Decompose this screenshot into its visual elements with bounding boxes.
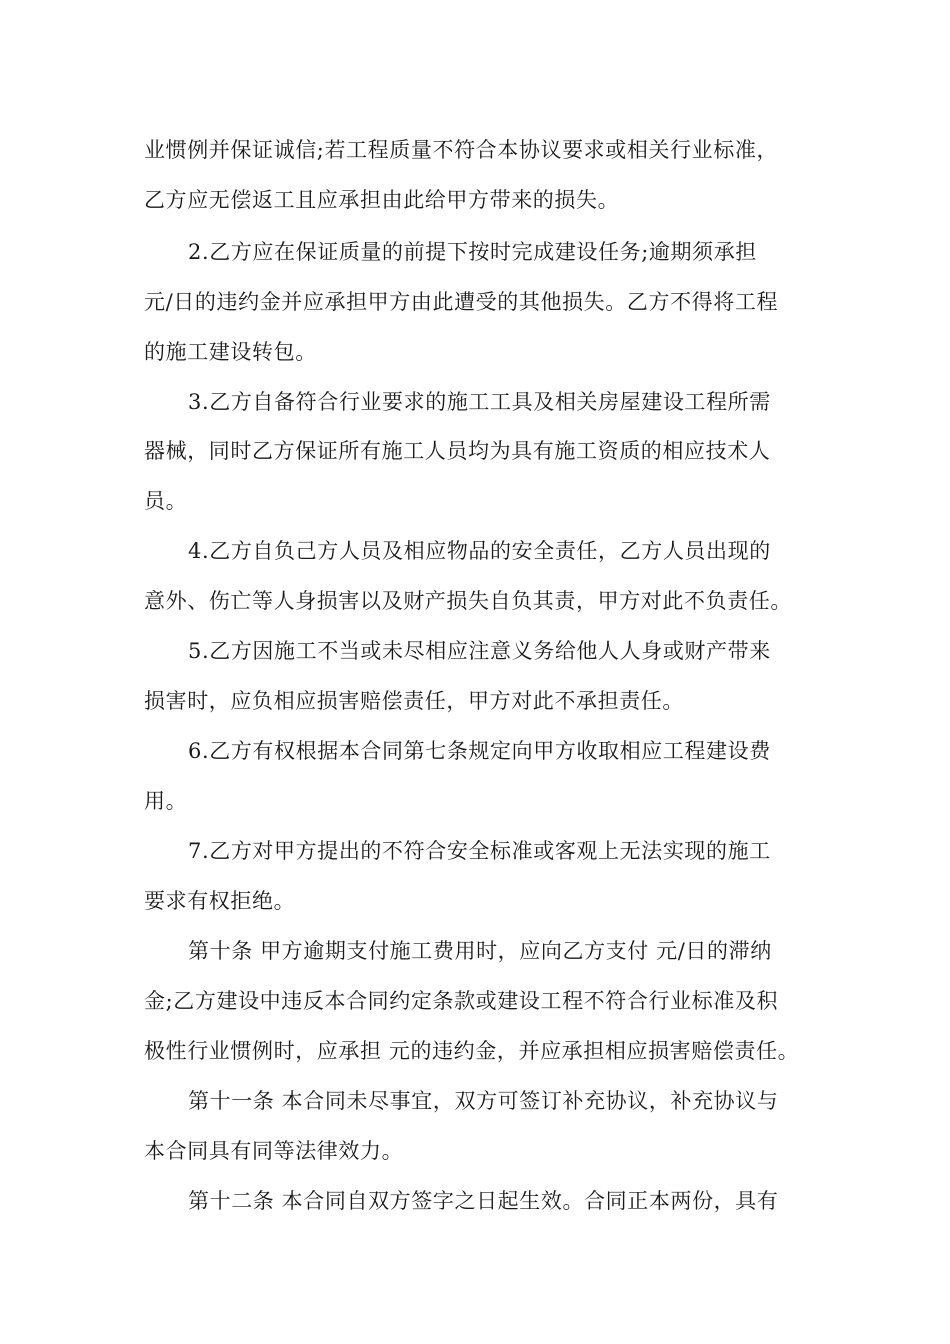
text-line-15: 7.乙方对甲方提出的不符合安全标准或客观上无法实现的施工 — [188, 839, 771, 863]
text-line-22: 第十二条 本合同自双方签字之日起生效。合同正本两份，具有 — [188, 1189, 779, 1213]
text-line-5: 的施工建设转包。 — [144, 340, 317, 364]
text-line-20: 第十一条 本合同未尽事宜，双方可签订补充协议，补充协议与 — [188, 1089, 779, 1113]
text-line-12: 损害时，应负相应损害赔偿责任，甲方对此不承担责任。 — [144, 689, 684, 713]
text-line-11: 5.乙方因施工不当或未尽相应注意义务给他人人身或财产带来 — [188, 639, 771, 663]
text-line-17: 第十条 甲方逾期支付施工费用时，应向乙方支付 元/日的滞纳 — [188, 939, 772, 963]
text-line-6: 3.乙方自备符合行业要求的施工工具及相关房屋建设工程所需 — [188, 390, 771, 414]
text-line-3: 2.乙方应在保证质量的前提下按时完成建设任务;逾期须承担 — [188, 240, 757, 264]
text-line-14: 用。 — [144, 789, 188, 813]
text-line-8: 员。 — [144, 489, 188, 513]
text-line-18: 金;乙方建设中违反本合同约定条款或建设工程不符合行业标准及积 — [144, 989, 779, 1013]
text-line-4: 元/日的违约金并应承担甲方由此遭受的其他损失。乙方不得将工程 — [144, 290, 779, 314]
text-line-9: 4.乙方自负己方人员及相应物品的安全责任，乙方人员出现的 — [188, 539, 771, 563]
text-line-13: 6.乙方有权根据本合同第七条规定向甲方收取相应工程建设费 — [188, 739, 771, 763]
text-line-21: 本合同具有同等法律效力。 — [144, 1139, 404, 1163]
text-line-2: 乙方应无偿返工且应承担由此给甲方带来的损失。 — [144, 188, 620, 212]
text-line-7: 器械，同时乙方保证所有施工人员均为具有施工资质的相应技术人 — [144, 439, 771, 463]
text-line-19: 极性行业惯例时，应承担 元的违约金，并应承担相应损害赔偿责任。 — [144, 1039, 800, 1063]
text-line-10: 意外、伤亡等人身损害以及财产损失自负其责，甲方对此不负责任。 — [144, 589, 792, 613]
text-line-16: 要求有权拒绝。 — [144, 889, 296, 913]
text-line-1: 业惯例并保证诚信;若工程质量不符合本协议要求或相关行业标准， — [144, 138, 779, 162]
